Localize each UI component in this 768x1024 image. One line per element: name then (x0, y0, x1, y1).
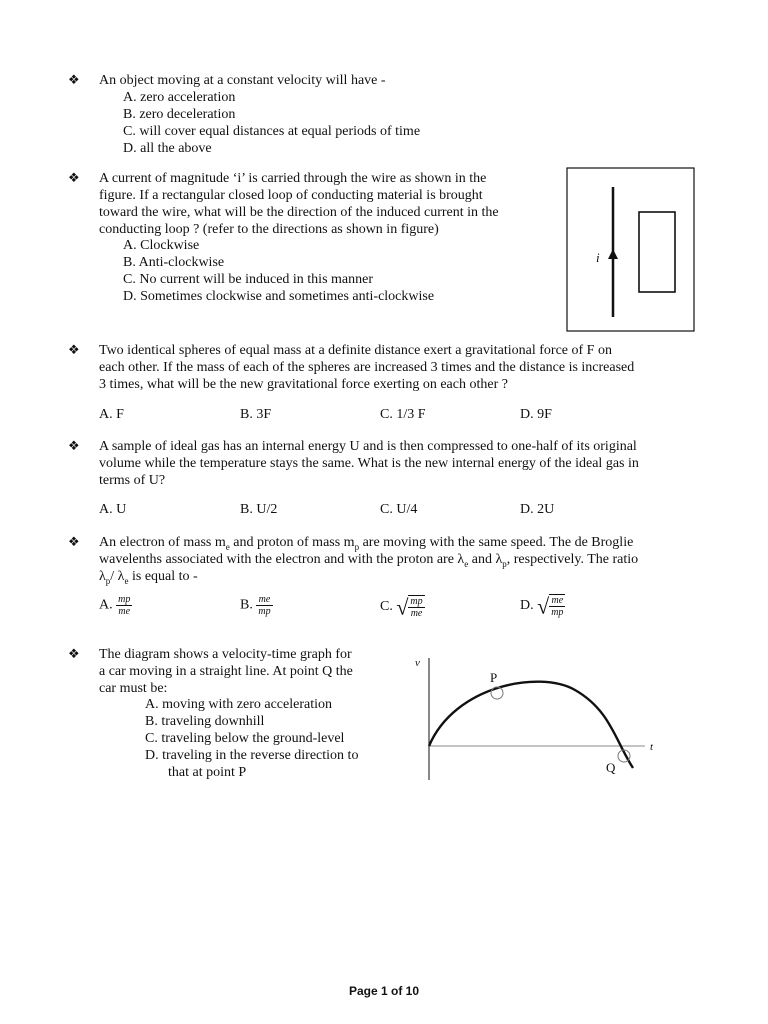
q4-line-2: volume while the temperature stays the same. What is the new internal energy of the ideal gas in (99, 456, 639, 471)
q2-line-2: figure. If a rectangular closed loop of conducting material is brought (99, 188, 483, 203)
q2-line-4: conducting loop ? (refer to the directions as shown in figure) (99, 222, 439, 237)
v-axis-label: v (415, 657, 420, 669)
q6-option-c: C. traveling below the ground-level (145, 731, 345, 746)
q6-option-d: D. traveling in the reverse direction to (145, 748, 359, 763)
q6-option-b: B. traveling downhill (145, 714, 265, 729)
q3-line-3: 3 times, what will be the new gravitational force exerting on each other ? (99, 377, 508, 392)
q2-option-a: A. Clockwise (123, 238, 200, 253)
q5-line-3: $\lambda_p/$ $\lambda_e$ is equal to - (99, 569, 198, 586)
q6-line-2: a car moving in a straight line. At point Q the (99, 664, 353, 679)
q2-option-b: B. Anti-clockwise (123, 255, 225, 270)
q5-option-c: C. √ $\frac{mp}{me}$ (380, 594, 423, 620)
q3-line-1: Two identical spheres of equal mass at a definite distance exert a gravitational force of F on (99, 343, 612, 358)
current-arrow-icon (608, 249, 618, 259)
q5-line-2: wavelenths associated with the electron and with the proton are $\lambda_e$ and $\lambda_p$, respectively. The ratio (99, 552, 639, 569)
q3-option-a: A. F (99, 407, 124, 422)
t-axis-label: t (650, 741, 654, 753)
q3-option-c: C. 1/3 F (380, 407, 426, 422)
q5-option-b: B. $\frac{me}{mp}$ (240, 594, 271, 617)
bullet-icon: ❖ (68, 534, 80, 549)
q4-line-3: terms of U? (99, 473, 166, 488)
q1-option-b: B. zero deceleration (123, 107, 236, 122)
bullet-icon: ❖ (68, 438, 80, 453)
q3-option-d: D. 9F (520, 407, 552, 422)
q2-line-1: A current of magnitude ‘i’ is carried through the wire as shown in the (99, 171, 487, 186)
bullet-icon: ❖ (68, 646, 80, 661)
bullet-icon: ❖ (68, 342, 80, 357)
q4-line-1: A sample of ideal gas has an internal energy U and is then compressed to one-half of its original (99, 439, 637, 454)
q2-line-3: toward the wire, what will be the direction of the induced current in the (99, 205, 499, 220)
current-label: i (596, 250, 600, 265)
q3-line-2: each other. If the mass of each of the spheres are increased 3 times and the distance is increased (99, 360, 635, 375)
wire-loop-figure (566, 167, 696, 333)
page-number: Page 1 of 10 (348, 984, 420, 998)
q1-option-c: C. will cover equal distances at equal periods of time (123, 124, 421, 139)
q4-option-a: A. U (99, 502, 127, 517)
q6-line-3: car must be: (99, 681, 168, 696)
q4-option-b: B. U/2 (240, 502, 278, 517)
q4-option-d: D. 2U (520, 502, 555, 517)
q1-option-d: D. all the above (123, 141, 212, 156)
q6-option-d-continued: that at point P (168, 765, 247, 780)
q1-option-a: A. zero acceleration (123, 90, 236, 105)
bullet-icon: ❖ (68, 72, 80, 87)
q6-line-1: The diagram shows a velocity-time graph for (99, 647, 352, 662)
q5-option-d: D. √ $\frac{me}{mp}$ (520, 593, 564, 619)
q2-option-d: D. Sometimes clockwise and sometimes anti-clockwise (123, 289, 435, 304)
q3-option-b: B. 3F (240, 407, 272, 422)
q5-option-a: A. $\frac{mp}{me}$ (99, 594, 131, 617)
conducting-loop (639, 212, 675, 292)
point-q-label: Q (606, 760, 616, 775)
point-p-label: P (490, 670, 498, 685)
q4-option-c: C. U/4 (380, 502, 418, 517)
q2-option-c: C. No current will be induced in this manner (123, 272, 374, 287)
q1-stem: An object moving at a constant velocity will have - (99, 73, 386, 88)
q6-option-a: A. moving with zero acceleration (145, 697, 332, 712)
bullet-icon: ❖ (68, 170, 80, 185)
velocity-curve (429, 682, 633, 768)
q5-line-1: An electron of mass $m_e$ and proton of mass $m_p$ are moving with the same speed. The de Broglie (99, 535, 634, 552)
velocity-time-graph (400, 650, 680, 790)
